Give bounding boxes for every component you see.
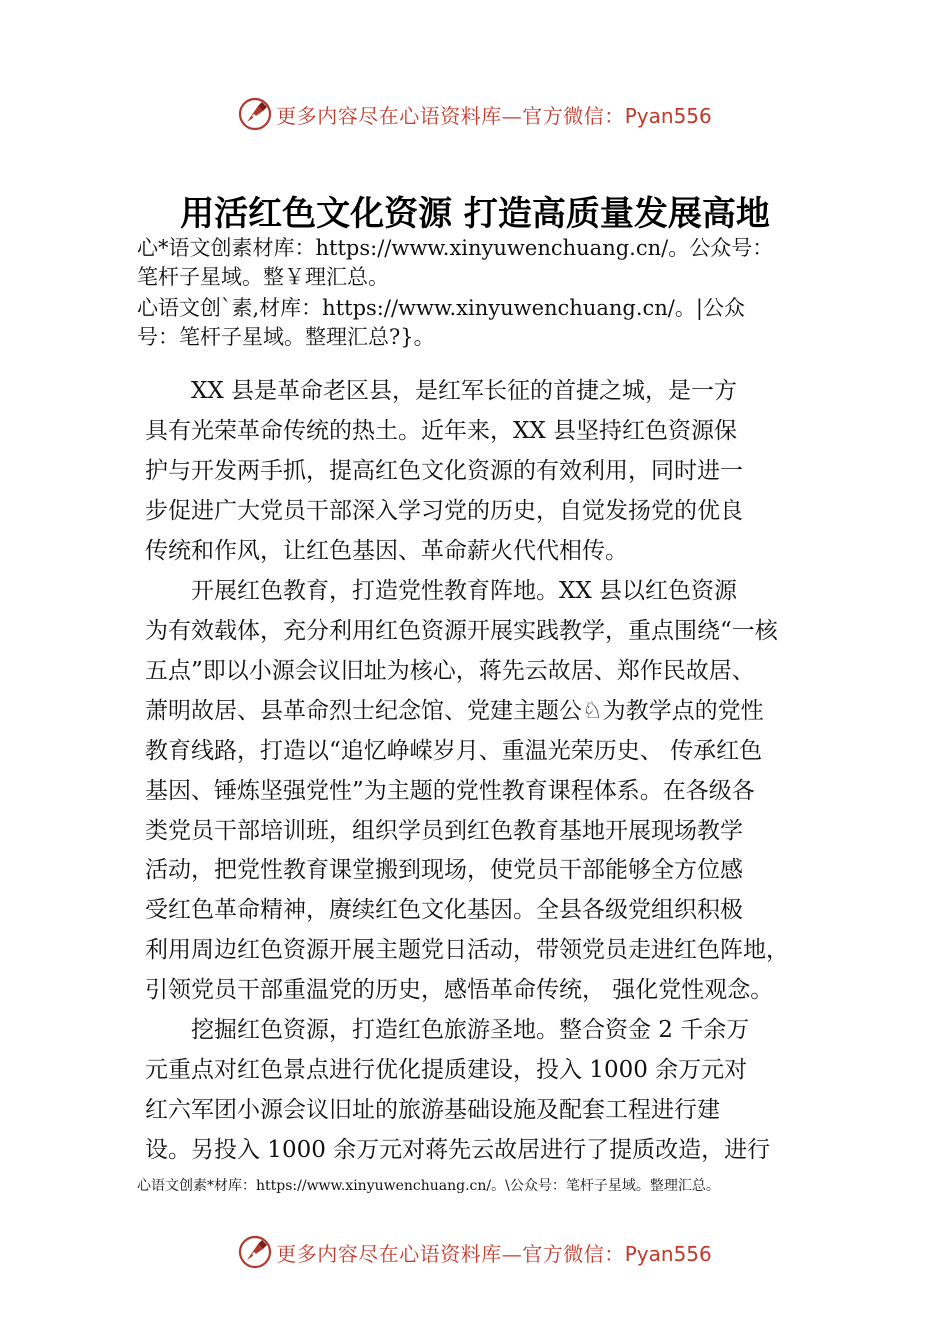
top-banner [0,94,950,134]
footer-source-line: 心语文创素*材库：https://www.xinyuwenchuang.cn/。\公众号：笔杆子星域。整理汇总。 [137,1178,720,1194]
banner-wechat-id: Pyan556 [624,1241,712,1266]
body-line: 开展红色教育，打造党性教育阵地。XX 县以红色资源 [145,578,738,604]
body-line: 教育线路，打造以“追忆峥嵘岁月、重温光荣历史、 传承红色 [145,738,763,764]
body-line: 设。另投入 1000 余万元对蒋先云故居进行了提质改造，进行 [145,1137,771,1163]
banner-text [276,100,712,129]
body-line: 五点”即以小源会议旧址为核心，蒋先云故居、郑作民故居、 [145,658,755,684]
body-line: 护与开发两手抓，提高红色文化资源的有效利用，同时进一 [145,458,743,484]
banner-wechat-label: 官方微信： [522,1241,625,1266]
source-line: 笔杆子星域。整￥理汇总。 [137,265,389,289]
body-line: 基因、锤炼坚强党性”为主题的党性教育课程体系。在各级各 [145,778,755,804]
body-line: 受红色革命精神，赓续红色文化基因。全县各级党组织积极 [145,897,743,923]
pen-nib-logo-icon [238,97,272,131]
body-line: 元重点对红色景点进行优化提质建设，投入 1000 余万元对 [145,1057,748,1083]
body-line: 活动，把党性教育课堂搬到现场，使党员干部能够全方位感 [145,857,743,883]
body-line: 利用周边红色资源开展主题党日活动，带领党员走进红色阵地， [145,937,789,963]
banner-slogan: 更多内容尽在心语资料库— [276,103,523,128]
banner-wechat-label: 官方微信： [522,103,625,128]
source-line: 心语文创`素,材库：https://www.xinyuwenchuang.cn/。|公众 [137,296,745,320]
body-line: 为有效载体，充分利用红色资源开展实践教学，重点围绕“一核 [145,618,778,644]
body-line: XX 县是革命老区县，是红军长征的首捷之城，是一方 [145,378,738,404]
pen-nib-logo-icon [238,1235,272,1269]
body-line: 具有光荣革命传统的热土。近年来，XX 县坚持红色资源保 [145,418,738,444]
source-line: 心*语文创素材库：https://www.xinyuwenchuang.cn/。公众号： [137,236,774,260]
banner-text [276,1238,712,1267]
body-line: 红六军团小源会议旧址的旅游基础设施及配套工程进行建 [145,1097,720,1123]
body-line: 类党员干部培训班，组织学员到红色教育基地开展现场教学 [145,818,743,844]
body-line: 传统和作风，让红色基因、革命薪火代代相传。 [145,538,628,564]
source-line: 号：笔杆子星域。整理汇总?}。 [137,325,435,349]
bottom-banner [0,1232,950,1272]
banner-slogan: 更多内容尽在心语资料库— [276,1241,523,1266]
body-line: 萧明故居、县革命烈士纪念馆、党建主题公♘为教学点的党性 [145,698,764,724]
body-line: 挖掘红色资源，打造红色旅游圣地。整合资金 2 千余万 [145,1017,750,1043]
body-line: 引领党员干部重温党的历史，感悟革命传统， 强化党性观念。 [145,977,774,1003]
document-title: 用活红色文化资源 打造高质量发展高地 [180,194,770,234]
banner-wechat-id: Pyan556 [624,103,712,128]
body-line: 步促进广大党员干部深入学习党的历史，自觉发扬党的优良 [145,498,743,524]
